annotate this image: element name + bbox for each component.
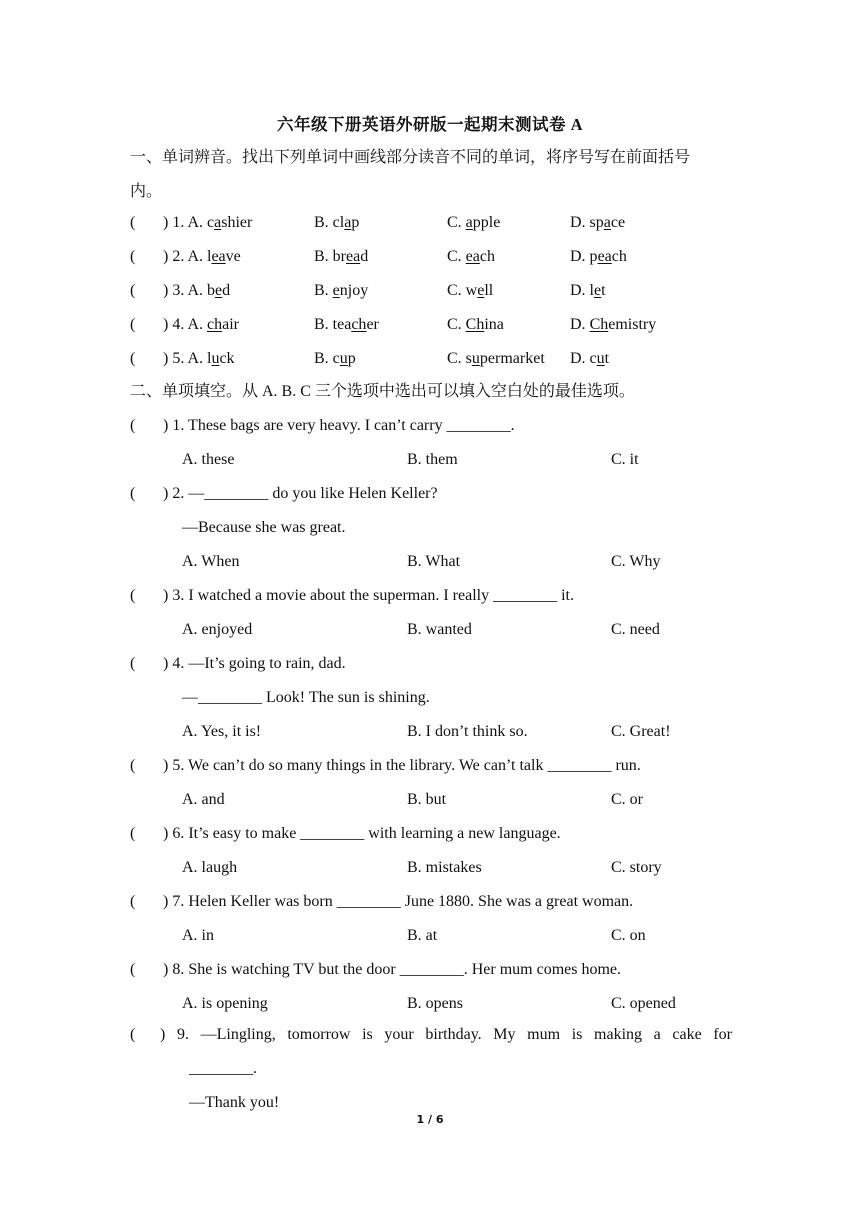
underlined-letters: e bbox=[215, 282, 223, 299]
option-d: D. Chemistry bbox=[570, 316, 657, 333]
underlined-letters: ea bbox=[211, 248, 226, 265]
option-a: luck bbox=[207, 350, 235, 367]
underlined-letters: Ch bbox=[589, 316, 609, 333]
item-number: ) 2. A. leave bbox=[163, 248, 241, 265]
section1-heading-line1: 一、单词辨音。找出下列单词中画线部分读音不同的单词，将序号写在前面括号 bbox=[130, 149, 691, 166]
option-a: A. laugh bbox=[182, 859, 238, 876]
underlined-letters: a bbox=[344, 214, 352, 231]
answer-paren: ( bbox=[130, 1026, 136, 1043]
question-stem: ) 7. Helen Keller was born ________ June 1880. She was a great woman. bbox=[163, 893, 634, 910]
option-c: C. well bbox=[447, 282, 494, 299]
option-c: C. Great! bbox=[611, 723, 671, 740]
question-dialogue-line: —Because she was great. bbox=[182, 519, 346, 536]
option-b: B. cup bbox=[314, 350, 356, 367]
option-a: cashier bbox=[207, 214, 253, 231]
answer-paren: ( bbox=[130, 417, 136, 434]
option-c: C. opened bbox=[611, 995, 676, 1012]
answer-paren: ( bbox=[130, 214, 136, 231]
option-b: B. clap bbox=[314, 214, 360, 231]
option-c: C. need bbox=[611, 621, 660, 638]
answer-paren: ( bbox=[130, 893, 136, 910]
option-d: D. space bbox=[570, 214, 626, 231]
page-title: 六年级下册英语外研版一起期末测试卷 A bbox=[276, 115, 584, 134]
underlined-letters: e bbox=[594, 282, 602, 299]
item-number: ) 3. A. bed bbox=[163, 282, 231, 299]
option-c: C. each bbox=[447, 248, 495, 265]
option-a: A. in bbox=[182, 927, 214, 944]
answer-paren: ( bbox=[130, 316, 136, 333]
answer-paren: ( bbox=[130, 485, 136, 502]
option-b: B. mistakes bbox=[407, 859, 482, 876]
question-stem: ) 5. We can’t do so many things in the library. We can’t talk ________ run. bbox=[163, 757, 641, 774]
option-c: C. it bbox=[611, 451, 639, 468]
question-stem: ) 6. It’s easy to make ________ with learning a new language. bbox=[163, 825, 561, 842]
underlined-letters: u bbox=[596, 350, 605, 367]
underlined-letters: Ch bbox=[465, 316, 485, 333]
question-9-reply: —Thank you! bbox=[189, 1094, 280, 1111]
underlined-letters: ea bbox=[597, 248, 612, 265]
question-9-stem: ) 9. —Lingling, tomorrow is your birthday. My mum is making a cake for bbox=[160, 1026, 732, 1043]
section1-heading-line2: 内。 bbox=[130, 183, 163, 200]
answer-paren: ( bbox=[130, 825, 136, 842]
item-number: ) 5. A. luck bbox=[163, 350, 235, 367]
option-c: C. story bbox=[611, 859, 662, 876]
option-a: A. enjoyed bbox=[182, 621, 253, 638]
option-b: B. opens bbox=[407, 995, 463, 1012]
option-c: C. Why bbox=[611, 553, 661, 570]
option-a: A. and bbox=[182, 791, 225, 808]
answer-paren: ( bbox=[130, 757, 136, 774]
option-d: D. peach bbox=[570, 248, 627, 265]
underlined-letters: u bbox=[211, 350, 220, 367]
item-number: ) 1. A. cashier bbox=[163, 214, 253, 231]
answer-paren: ( bbox=[130, 282, 136, 299]
option-a: bed bbox=[207, 282, 231, 299]
underlined-letters: ch bbox=[207, 316, 223, 333]
question-stem: ) 1. These bags are very heavy. I can’t carry ________. bbox=[163, 417, 515, 434]
question-stem: ) 3. I watched a movie about the superman. I really ________ it. bbox=[163, 587, 574, 604]
underlined-letters: a bbox=[603, 214, 611, 231]
question-9 bbox=[130, 1025, 732, 1045]
option-a: A. these bbox=[182, 451, 235, 468]
option-a: A. When bbox=[182, 553, 240, 570]
option-b: B. bread bbox=[314, 248, 369, 265]
question-9-blank: ________. bbox=[189, 1060, 257, 1077]
answer-paren: ( bbox=[130, 248, 136, 265]
page-number: 1 / 6 bbox=[416, 1113, 444, 1126]
option-c: C. on bbox=[611, 927, 646, 944]
question-stem: ) 2. —________ do you like Helen Keller? bbox=[163, 485, 438, 502]
option-b: B. teacher bbox=[314, 316, 379, 333]
item-number: ) 4. A. chair bbox=[163, 316, 239, 333]
answer-paren: ( bbox=[130, 350, 136, 367]
option-b: B. wanted bbox=[407, 621, 472, 638]
underlined-letters: a bbox=[214, 214, 222, 231]
option-c: C. supermarket bbox=[447, 350, 545, 367]
question-stem: ) 4. —It’s going to rain, dad. bbox=[163, 655, 346, 672]
option-a: A. is opening bbox=[182, 995, 268, 1012]
option-b: B. but bbox=[407, 791, 447, 808]
option-b: B. What bbox=[407, 553, 461, 570]
underlined-letters: ea bbox=[346, 248, 361, 265]
option-c: C. China bbox=[447, 316, 504, 333]
option-a: chair bbox=[207, 316, 239, 333]
option-a: leave bbox=[207, 248, 241, 265]
section1-heading bbox=[130, 141, 732, 209]
option-d: D. let bbox=[570, 282, 606, 299]
option-b: B. them bbox=[407, 451, 458, 468]
option-c: C. apple bbox=[447, 214, 501, 231]
underlined-letters: u bbox=[339, 350, 348, 367]
underlined-letters: e bbox=[332, 282, 340, 299]
option-b: B. at bbox=[407, 927, 438, 944]
underlined-letters: ea bbox=[465, 248, 480, 265]
underlined-letters: u bbox=[471, 350, 480, 367]
option-a: A. Yes, it is! bbox=[182, 723, 262, 740]
option-d: D. cut bbox=[570, 350, 610, 367]
underlined-letters: e bbox=[477, 282, 485, 299]
option-c: C. or bbox=[611, 791, 643, 808]
answer-paren: ( bbox=[130, 655, 136, 672]
option-b: B. enjoy bbox=[314, 282, 369, 299]
answer-paren: ( bbox=[130, 587, 136, 604]
question-stem: ) 8. She is watching TV but the door ________. Her mum comes home. bbox=[163, 961, 622, 978]
option-b: B. I don’t think so. bbox=[407, 723, 528, 740]
question-dialogue-line: —________ Look! The sun is shining. bbox=[182, 689, 430, 706]
underlined-letters: a bbox=[465, 214, 473, 231]
underlined-letters: ch bbox=[351, 316, 367, 333]
section2-heading: 二、单项填空。从 A. B. C 三个选项中选出可以填入空白处的最佳选项。 bbox=[130, 383, 635, 400]
answer-paren: ( bbox=[130, 961, 136, 978]
